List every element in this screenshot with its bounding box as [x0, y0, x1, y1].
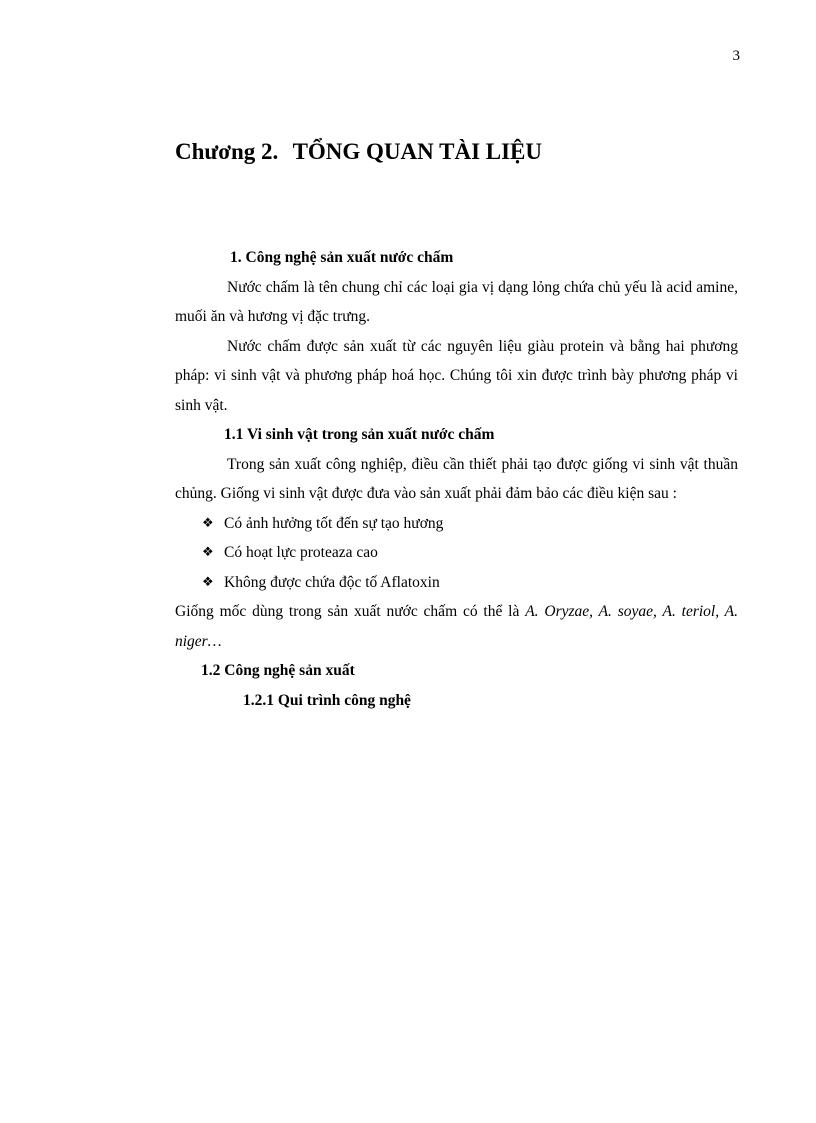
page-number: 3: [732, 48, 740, 64]
list-item-text: Không được chứa độc tố Aflatoxin: [224, 573, 440, 591]
list-item: [202, 509, 738, 539]
list-item-text: Có hoạt lực proteaza cao: [224, 544, 378, 561]
paragraph-mold-species: [175, 597, 738, 656]
document-body: [175, 243, 738, 715]
section-heading-1: 1. Công nghệ sản xuất nước chấm: [230, 249, 454, 266]
paragraph-requirements: Trong sản xuất công nghiệp, điều cần thiết phải tạo được giống vi sinh vật thuần chủng. Giống vi sinh vật được đưa vào sản xuất phải đảm bảo các điều kiện sau :: [175, 455, 738, 502]
list-item: [202, 538, 738, 568]
section-heading-1-2: 1.2 Công nghệ sản xuất: [201, 662, 355, 679]
chapter-label: Chương 2.: [175, 139, 279, 164]
list-item: [202, 568, 738, 598]
diamond-bullet-icon: ❖: [202, 545, 214, 560]
diamond-bullet-icon: ❖: [202, 574, 214, 590]
list-item-text: Có ảnh hưởng tốt đến sự tạo hương: [224, 514, 444, 532]
paragraph-definition: Nước chấm là tên chung chỉ các loại gia vị dạng lỏng chứa chủ yếu là acid amine, muối ăn và hương vị đặc trưng.: [175, 278, 738, 325]
chapter-title: [175, 137, 542, 167]
mold-species: A. Oryzae, A. soyae, A. teriol, A. niger…: [175, 603, 739, 650]
section-heading-1-1: 1.1 Vi sinh vật trong sản xuất nước chấm: [224, 426, 495, 443]
paragraph-methods: Nước chấm được sản xuất từ các nguyên liệu giàu protein và bằng hai phương pháp: vi sinh vật và phương pháp hoá học. Chúng tôi xin được trình bày phương pháp vi sinh vật.: [175, 337, 738, 414]
mold-text: Giống mốc dùng trong sản xuất nước chấm có thể là: [175, 603, 526, 620]
requirements-list: [175, 509, 738, 598]
section-heading-1-2-1: 1.2.1 Qui trình công nghệ: [243, 691, 411, 709]
chapter-name: TỔNG QUAN TÀI LIỆU: [292, 139, 543, 164]
diamond-bullet-icon: ❖: [202, 515, 214, 531]
